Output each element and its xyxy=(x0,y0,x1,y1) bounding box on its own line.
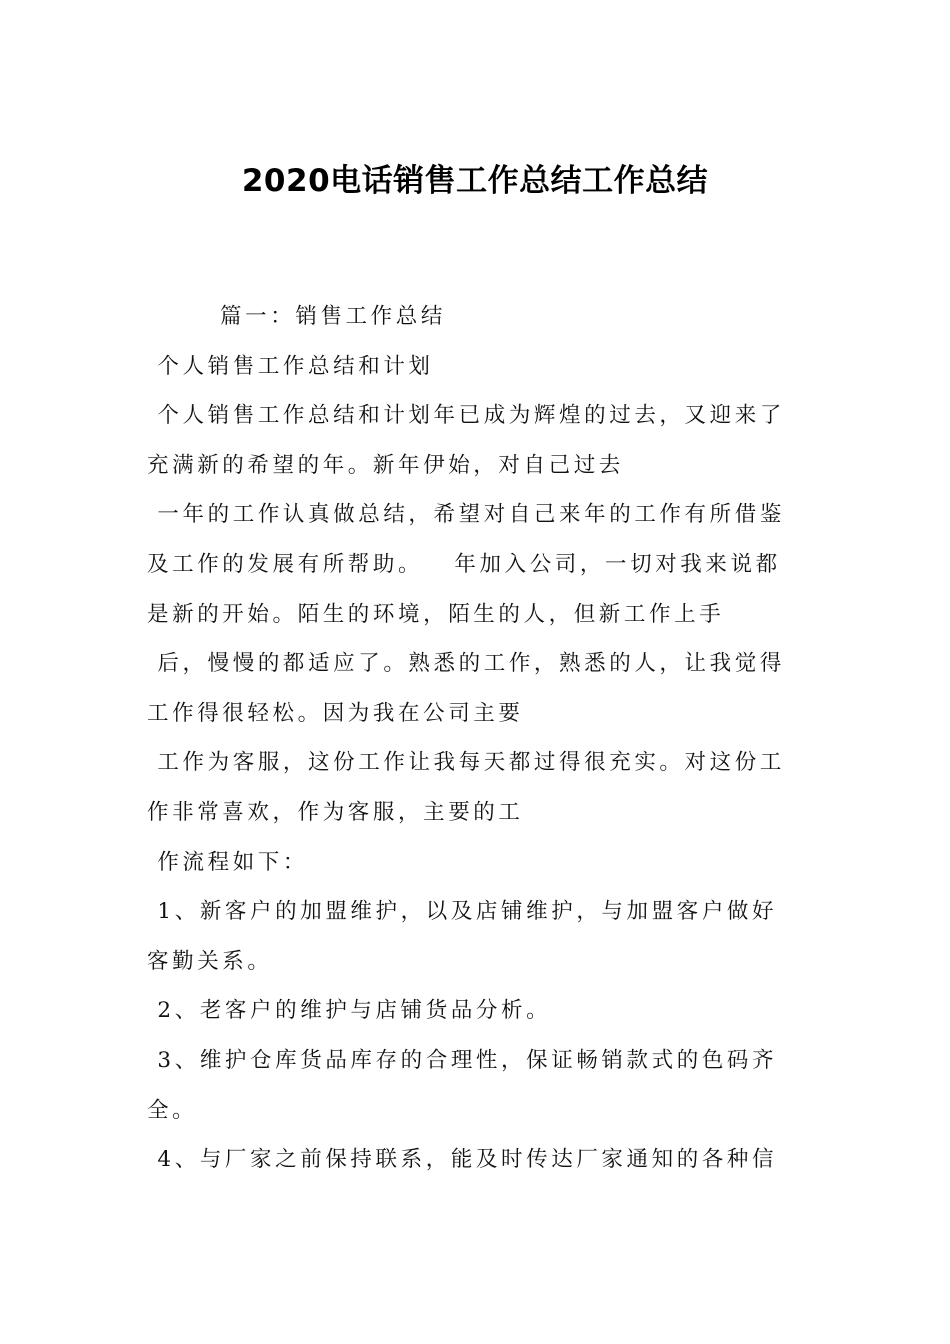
body-line: 2、老客户的维护与店铺货品分析。 xyxy=(147,998,552,1024)
body-line: 1、新客户的加盟维护，以及店铺维护，与加盟客户做好 xyxy=(147,899,778,925)
document-body xyxy=(147,292,807,1185)
document-title: 2020电话销售工作总结工作总结 xyxy=(241,163,709,199)
body-line: 3、维护仓库货品库存的合理性，保证畅销款式的色码齐 xyxy=(147,1047,778,1073)
body-line: 个人销售工作总结和计划年已成为辉煌的过去，又迎来了 xyxy=(147,403,785,429)
body-line: 后，慢慢的都适应了。熟悉的工作，熟悉的人，让我觉得 xyxy=(147,651,785,677)
body-line: 作非常喜欢，作为客服，主要的工 xyxy=(147,799,524,825)
body-line: 作流程如下： xyxy=(147,849,309,875)
body-line: 客勤关系。 xyxy=(147,948,273,974)
body-line: 及工作的发展有所帮助。 年加入公司，一切对我来说都 xyxy=(147,551,781,577)
body-line: 4、与厂家之前保持联系，能及时传达厂家通知的各种信 xyxy=(147,1147,778,1173)
body-line: 是新的开始。陌生的环境，陌生的人，但新工作上手 xyxy=(147,601,725,627)
body-line: 充满新的希望的年。新年伊始，对自己过去 xyxy=(147,452,624,478)
body-line: 篇一：销售工作总结 xyxy=(147,304,446,329)
body-line: 全。 xyxy=(147,1097,198,1123)
body-line: 一年的工作认真做总结，希望对自己来年的工作有所借鉴 xyxy=(147,502,785,528)
body-line: 工作得很轻松。因为我在公司主要 xyxy=(147,700,524,726)
body-line: 工作为客服，这份工作让我每天都过得很充实。对这份工 xyxy=(147,750,785,776)
body-line: 个人销售工作总结和计划 xyxy=(147,353,434,379)
